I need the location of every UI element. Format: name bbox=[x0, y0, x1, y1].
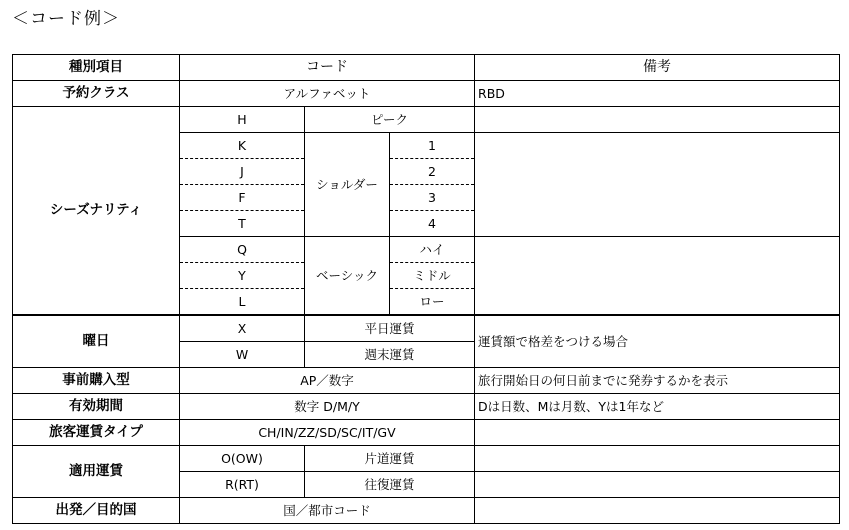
row-day-weekday bbox=[13, 315, 840, 342]
season-name-shoulder: ショルダー bbox=[305, 133, 390, 237]
remark-day-of-week: 運賃額で格差をつける場合 bbox=[475, 315, 840, 368]
remark-fare-oneway bbox=[475, 446, 840, 472]
day-code-weekday: X bbox=[180, 315, 305, 342]
remark-season-shoulder bbox=[475, 133, 840, 237]
season-level-shoulder-2: 2 bbox=[390, 159, 475, 185]
column-header-code: コード bbox=[180, 55, 475, 81]
category-validity: 有効期間 bbox=[13, 394, 180, 420]
row-booking-class bbox=[13, 81, 840, 107]
code-validity: 数字 D/M/Y bbox=[180, 394, 475, 420]
season-code-basic-1: Q bbox=[180, 237, 305, 263]
row-passenger-type bbox=[13, 420, 840, 446]
row-season-peak bbox=[13, 107, 840, 133]
remark-season-peak bbox=[475, 107, 840, 133]
season-name-peak: ピーク bbox=[305, 107, 475, 133]
remark-fare-roundtrip bbox=[475, 472, 840, 498]
season-code-shoulder-1: K bbox=[180, 133, 305, 159]
category-day-of-week: 曜日 bbox=[13, 315, 180, 368]
season-level-shoulder-3: 3 bbox=[390, 185, 475, 211]
remark-origin-destination bbox=[475, 498, 840, 524]
day-name-weekday: 平日運賃 bbox=[305, 315, 475, 342]
category-booking-class: 予約クラス bbox=[13, 81, 180, 107]
remark-advance-purchase: 旅行開始日の何日前までに発券するかを表示 bbox=[475, 368, 840, 394]
season-code-shoulder-2: J bbox=[180, 159, 305, 185]
season-code-basic-2: Y bbox=[180, 263, 305, 289]
remark-validity: Dは日数、Mは月数、Yは1年など bbox=[475, 394, 840, 420]
category-passenger-type: 旅客運賃タイプ bbox=[13, 420, 180, 446]
fare-name-oneway: 片道運賃 bbox=[305, 446, 475, 472]
code-origin-destination: 国／都市コード bbox=[180, 498, 475, 524]
remark-passenger-type bbox=[475, 420, 840, 446]
row-validity bbox=[13, 394, 840, 420]
category-applicable-fare: 適用運賃 bbox=[13, 446, 180, 498]
fare-name-roundtrip: 往復運賃 bbox=[305, 472, 475, 498]
code-booking-class: アルファベット bbox=[180, 81, 475, 107]
season-code-peak: H bbox=[180, 107, 305, 133]
category-advance-purchase: 事前購入型 bbox=[13, 368, 180, 394]
row-fare-oneway bbox=[13, 446, 840, 472]
season-level-shoulder-4: 4 bbox=[390, 211, 475, 237]
season-code-shoulder-3: F bbox=[180, 185, 305, 211]
season-code-shoulder-4: T bbox=[180, 211, 305, 237]
category-seasonality: シーズナリティ bbox=[13, 107, 180, 316]
header-row bbox=[13, 55, 840, 81]
page-heading: ＜コード例＞ bbox=[12, 9, 120, 29]
fare-code-roundtrip: R(RT) bbox=[180, 472, 305, 498]
row-origin-destination bbox=[13, 498, 840, 524]
season-level-shoulder-1: 1 bbox=[390, 133, 475, 159]
row-advance-purchase bbox=[13, 368, 840, 394]
season-level-basic-3: ロー bbox=[390, 289, 475, 316]
category-origin-destination: 出発／目的国 bbox=[13, 498, 180, 524]
remark-season-basic bbox=[475, 237, 840, 316]
day-code-weekend: W bbox=[180, 342, 305, 368]
column-header-remarks: 備考 bbox=[475, 55, 840, 81]
code-passenger-type: CH/IN/ZZ/SD/SC/IT/GV bbox=[180, 420, 475, 446]
season-name-basic: ベーシック bbox=[305, 237, 390, 316]
fare-code-oneway: O(OW) bbox=[180, 446, 305, 472]
season-code-basic-3: L bbox=[180, 289, 305, 316]
column-header-category: 種別項目 bbox=[13, 55, 180, 81]
code-advance-purchase: AP／数字 bbox=[180, 368, 475, 394]
season-level-basic-2: ミドル bbox=[390, 263, 475, 289]
day-name-weekend: 週末運賃 bbox=[305, 342, 475, 368]
remark-booking-class: RBD bbox=[475, 81, 840, 107]
season-level-basic-1: ハイ bbox=[390, 237, 475, 263]
code-table bbox=[12, 54, 840, 524]
